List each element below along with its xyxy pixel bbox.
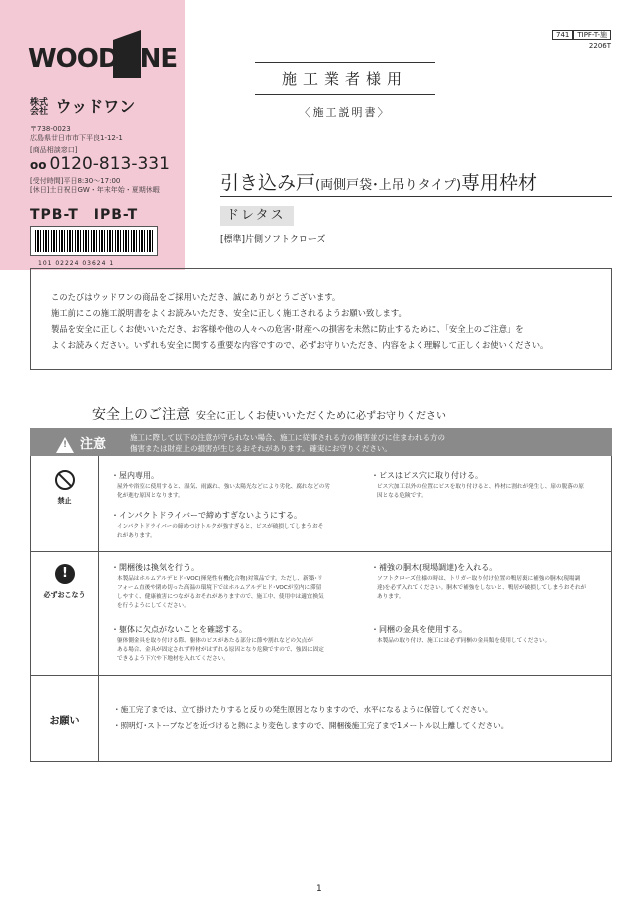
item-desc: 因となる危険です。: [377, 493, 427, 499]
page-number: 1: [316, 884, 322, 894]
must-label: 必ずおこなう: [43, 591, 86, 599]
safety-table: [30, 456, 612, 762]
doc-subtitle: 〈施工説明書〉: [299, 106, 391, 119]
prohibit-row: [31, 456, 611, 552]
item-desc: を行うようにしてください。: [117, 603, 190, 609]
barcode: [30, 226, 158, 256]
series-name: ドレタス: [220, 206, 294, 226]
address: 広島県廿日市市下平良1-12-1: [30, 134, 123, 142]
item-desc: ある場合、金具が固定されず枠材がはずれる原因となり危険ですので、強固に固定: [117, 647, 324, 653]
prohibit-item: [111, 470, 351, 501]
phone-number: [30, 154, 170, 174]
item-title: ・躯体に欠点がないことを確認する。: [111, 625, 247, 634]
barcode-number: 101 02224 03624 1: [38, 260, 115, 267]
safety-subheading: 安全に正しくお使いいただくために必ずお守りください: [196, 411, 446, 422]
must-item: [111, 624, 351, 664]
caution-text: [130, 432, 445, 454]
item-desc: インパクトドライバーの締めつけトルクが強すぎると、ビスが破損してしまうおそ: [117, 524, 324, 530]
item-title: ・開梱後は換気を行う。: [111, 563, 199, 572]
brand-panel: [0, 0, 185, 270]
must-item: [371, 624, 611, 646]
safety-heading: [92, 404, 446, 424]
item-desc: ビス穴加工以外の位置にビスを取り付けると、枠材に割れが発生し、扉の脱落の原: [377, 484, 584, 490]
item-desc: 達)を必ず入れてください。胴木で補強をしないと、鴨居が破損してしまうおそれが: [377, 585, 587, 591]
item-desc: 本製品はホルムアルデヒド･VOC(揮発性有機化合物)対策品です。ただし、新築･リ: [117, 576, 323, 582]
item-title: ・ビスはビス穴に取り付ける。: [371, 471, 483, 480]
item-desc: ソフトクローズ仕様の時は、トリガー取り付け位置の鴨居裏に補強の胴木(現場調: [377, 576, 581, 582]
prohibit-body: [99, 456, 611, 551]
intro-line: 施工前にこの施工説明書をよくお読みいただき、安全に正しく施工されるようお願い致します。: [51, 308, 407, 318]
company-prefix: 株式会社: [30, 97, 49, 117]
item-title: ・補強の胴木(現場調達)を入れる。: [371, 563, 498, 572]
title-divider: [220, 196, 612, 197]
item-desc: れがあります。: [117, 533, 156, 539]
item-desc: しやすく、健康被害につながるおそれがありますので、施工中、使用中は適宜換気: [117, 594, 324, 600]
product-title: [220, 168, 537, 195]
item-title: ・同梱の金具を使用する。: [371, 625, 467, 634]
exclamation-icon: !: [55, 564, 75, 584]
intro-line: 製品を安全に正しくお使いいただき、お客様や他の人々への危害･財産への損害を未然に防止するために、「安全上のご注意」を: [51, 324, 524, 334]
item-title: ・屋内専用。: [111, 471, 159, 480]
company-name: [30, 94, 135, 117]
doc-code-number: 741: [552, 30, 573, 40]
product-title-tail: 専用枠材: [461, 172, 538, 194]
product-title-paren: (両側戸袋･上吊りタイプ): [315, 178, 462, 193]
ask-line: ・照明灯･ストーブなどを近づけると熱により変色しますので、開梱後施工完了まで1メートル以上離してください。: [113, 721, 509, 730]
caution-text-line: 施工に際して以下の注意が守られない場合、施工に従事される方の傷害並びに住まわれる方の: [130, 433, 445, 442]
ask-row: [31, 676, 611, 762]
doc-date: 2206T: [588, 42, 611, 50]
contact-label: [商品相談窓口]: [30, 146, 78, 154]
item-desc: 躯体側金具を取り付ける際、躯体のビスがあたる部分に節や割れなどの欠点が: [117, 638, 313, 644]
safety-heading-title: 安全上のご注意: [92, 407, 190, 423]
ask-label: お願い: [49, 716, 80, 727]
intro-box: [30, 268, 612, 370]
must-item: [111, 562, 351, 611]
phone-text: 0120-813-331: [49, 154, 170, 174]
model-code: TPB-T IPB-T: [30, 207, 139, 223]
standard-spec: [標準]片側ソフトクローズ: [220, 235, 326, 245]
holidays: [休日]土日祝日GW・年末年始・夏期休暇: [30, 186, 160, 194]
doc-code-detail: TIPF-T-施: [573, 30, 611, 40]
prohibit-label: 禁止: [57, 497, 72, 505]
caution-label-text: 注意: [80, 437, 107, 452]
hours: [受付時間]平日8:30～17:00: [30, 177, 121, 185]
logo-text: WOODONE: [28, 44, 178, 74]
item-title: ・インパクトドライバーで締めすぎないようにする。: [111, 511, 303, 520]
doc-title: 施工業者様用: [255, 62, 435, 95]
ask-line: ・施工完了までは、立て掛けたりすると反りの発生原因となりますので、水平になるように保管してください。: [113, 705, 493, 714]
must-row: [31, 552, 611, 676]
product-title-main: 引き込み戸: [220, 172, 316, 194]
item-desc: 化が進む原因となります。: [117, 493, 184, 499]
woodone-logo: [28, 30, 178, 80]
prohibit-item: [371, 470, 611, 501]
intro-line: よくお読みください。いずれも安全に関する重要な内容ですので、必ずお守りいただき、内容をよく理解して正しくお使いください。: [51, 340, 549, 350]
doc-code: [552, 30, 611, 40]
must-body: [99, 552, 611, 675]
prohibit-icon: [55, 470, 75, 490]
caution-bar: [30, 428, 612, 456]
item-desc: フォーム直後や閉め切った高温の環境下ではホルムアルデヒド･VOCが室内に滞留: [117, 585, 322, 591]
item-desc: できるよう下穴や下地材を入れてください。: [117, 656, 229, 662]
ask-head: [31, 676, 99, 761]
must-item: [371, 562, 611, 602]
prohibit-item: [111, 510, 351, 541]
caution-text-line: 傷害または財産上の損害が生じるおそれがあります。確実にお守りください。: [130, 444, 392, 453]
caution-label: [56, 433, 106, 453]
prohibit-head: [31, 456, 99, 551]
company-name-text: ウッドワン: [55, 97, 136, 116]
freedial-icon: oo: [30, 158, 47, 172]
postal-code: 〒738-0023: [30, 125, 71, 133]
warning-icon: [56, 437, 74, 453]
item-desc: あります。: [377, 594, 405, 600]
item-desc: 本製品の取り付け、施工には必ず同梱の金具類を使用してください。: [377, 638, 551, 644]
must-head: [31, 552, 99, 675]
item-desc: 屋外や浴室に使用すると、湿気、雨露れ、強い太陽光などにより劣化、腐れなどの劣: [117, 484, 330, 490]
ask-body: [99, 676, 611, 761]
intro-line: このたびはウッドワンの商品をご採用いただき、誠にありがとうございます。: [51, 292, 341, 302]
